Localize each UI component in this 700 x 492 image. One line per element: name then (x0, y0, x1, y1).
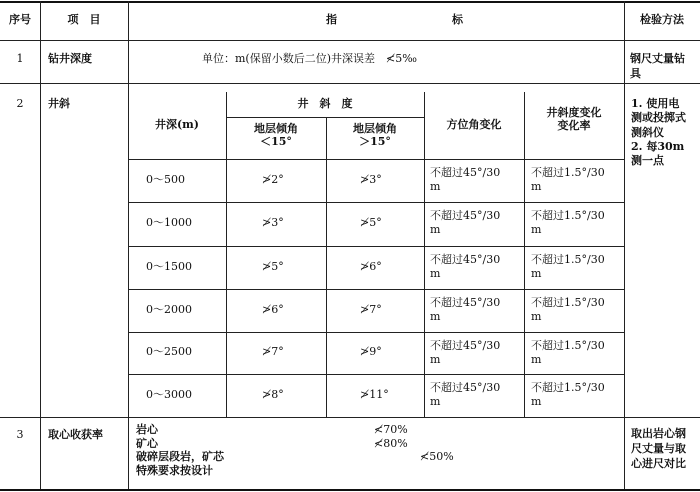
row1-method-line: 钢尺丈量钻 (630, 52, 685, 65)
header-index-left: 指 (326, 13, 337, 26)
row2-seq: 2 (16, 97, 24, 110)
rate-col-rule (524, 92, 525, 417)
item-col-rule (128, 1, 129, 489)
rate-change-line: 不超过1.5°/30 (531, 339, 605, 352)
row2-method-line: 1. 使用电 (631, 97, 680, 110)
ore-recovery-label: 矿心 (136, 436, 158, 450)
depth-range-cell: 0～500 (146, 172, 185, 186)
azimuth-change-line: m (430, 310, 441, 323)
row2-bottom-rule (0, 417, 700, 418)
incl-gt15-cell: ≯3° (360, 172, 382, 186)
rate-header-line: 井斜度变化 (546, 106, 602, 119)
broken-zone-label: 破碎层段岩，矿芯 (136, 450, 224, 463)
azimuth-change-cell (430, 166, 500, 194)
rate-change-line: m (531, 353, 542, 366)
col-lt-header (226, 122, 326, 148)
rate-change-line: m (531, 267, 542, 280)
row2-item: 井斜 (48, 97, 70, 110)
subtable-row-rule-1 (128, 202, 624, 203)
broken-zone-line (136, 450, 616, 464)
row1-seq: 1 (16, 52, 24, 65)
header-seq: 序号 (9, 13, 31, 26)
special-label: 特殊要求按设计 (136, 463, 213, 477)
ore-recovery-line (136, 437, 616, 451)
azimuth-change-line: m (430, 353, 441, 366)
incl-gt15-cell: ≯5° (360, 216, 382, 229)
rate-change-line: m (531, 395, 542, 408)
depth-range-cell: 0～1500 (146, 259, 192, 273)
row3-method (631, 427, 699, 472)
row1-spec: 单位：m(保留小数后二位)井深误差 ≮5‰ (202, 52, 417, 65)
method-col-rule (624, 1, 625, 489)
rate-change-line: 不超过1.5°/30 (531, 253, 605, 266)
azimuth-col-rule (424, 92, 425, 417)
ore-recovery-value: ≮80% (374, 436, 408, 450)
depth-range-cell: 0～3000 (146, 387, 192, 401)
col-gt-header-line: ＞15° (359, 135, 391, 149)
rate-change-line: m (531, 310, 542, 323)
azimuth-change-line: m (430, 223, 441, 236)
rate-change-line: 不超过1.5°/30 (531, 296, 605, 309)
col-gt-header-line: 地层倾角 (353, 122, 397, 135)
subtable-row-rule-4 (128, 332, 624, 333)
col-gt-header (326, 122, 424, 148)
special-line (136, 464, 616, 478)
azimuth-change-line: m (430, 395, 441, 408)
rate-change-cell (531, 296, 605, 324)
row1-item: 钻井深度 (48, 52, 92, 65)
incl-lt15-cell: ≯6° (262, 302, 284, 316)
row1-method-line: 具 (630, 66, 641, 80)
azimuth-change-cell (430, 209, 500, 237)
row3-seq: 3 (16, 428, 24, 441)
azimuth-change-line: 不超过45°/30 (430, 253, 501, 266)
azimuth-change-cell (430, 339, 500, 367)
row3-method-line: 心进尺对比 (631, 456, 686, 470)
incl-gt15-cell: ≯7° (360, 302, 382, 316)
subtable-row-rule-3 (128, 289, 624, 290)
incl-header-rule (226, 117, 424, 118)
row2-method-line: 测斜仪 (631, 125, 664, 139)
azimuth-change-line: 不超过45°/30 (430, 209, 501, 222)
azimuth-change-cell (430, 253, 500, 281)
seq-col-rule (40, 1, 41, 489)
azimuth-change-cell (430, 296, 500, 324)
depth-header: 井深(m) (154, 118, 200, 131)
table-bottom-border (0, 489, 700, 491)
subtable-header-rule (128, 159, 624, 160)
depth-range-cell: 0～2500 (146, 345, 192, 358)
azimuth-header: 方位角变化 (446, 118, 502, 131)
azimuth-change-line: 不超过45°/30 (430, 381, 501, 394)
incl-lt15-cell: ≯2° (262, 172, 284, 186)
incl-gt15-cell: ≯9° (360, 345, 382, 358)
broken-zone-value: ≮50% (420, 450, 454, 463)
table-top-border (0, 1, 700, 3)
rate-change-cell (531, 339, 605, 367)
rate-change-cell (531, 253, 605, 281)
core-recovery-value: ≮70% (374, 423, 408, 436)
row2-method (631, 97, 699, 168)
rate-change-cell (531, 381, 605, 409)
row3-item: 取心收获率 (48, 428, 103, 441)
rate-change-line: 不超过1.5°/30 (531, 209, 605, 222)
rate-header (524, 106, 624, 132)
row1-method (630, 52, 698, 82)
depth-range-cell: 0～2000 (146, 302, 192, 316)
depth-range-cell: 0～1000 (146, 216, 192, 229)
header-item: 项 目 (67, 13, 101, 26)
row3-method-line: 尺丈量与取 (631, 441, 686, 455)
incl-header: 井 斜 度 (297, 97, 353, 110)
azimuth-change-line: m (430, 267, 441, 280)
rate-header-line: 变化率 (557, 119, 591, 133)
core-recovery-label: 岩心 (136, 423, 158, 436)
header-bottom-rule (0, 40, 700, 41)
row2-method-line: 2. 每30m (631, 139, 685, 153)
azimuth-change-line: 不超过45°/30 (430, 166, 501, 179)
header-index-right: 标 (452, 13, 463, 26)
incl-gt15-cell: ≯11° (360, 387, 389, 401)
azimuth-change-line: 不超过45°/30 (430, 339, 501, 352)
incl-lt15-cell: ≯5° (262, 259, 284, 273)
row2-method-line: 测或投掷式 (631, 111, 686, 125)
azimuth-change-cell (430, 381, 500, 409)
row1-bottom-rule (0, 83, 700, 84)
incl-lt15-cell: ≯8° (262, 387, 284, 401)
subtable-row-rule-5 (128, 374, 624, 375)
row3-specs (136, 423, 616, 477)
azimuth-change-line: m (430, 180, 441, 193)
col-lt-header-line: ＜15° (260, 135, 292, 149)
row3-method-line: 取出岩心钢 (631, 427, 686, 440)
rate-change-line: 不超过1.5°/30 (531, 166, 605, 179)
core-recovery-line (136, 423, 616, 437)
rate-change-line: 不超过1.5°/30 (531, 381, 605, 394)
incl-gt15-cell: ≯6° (360, 259, 382, 273)
col-lt-header-line: 地层倾角 (254, 122, 298, 135)
rate-change-line: m (531, 223, 542, 236)
azimuth-change-line: 不超过45°/30 (430, 296, 501, 309)
incl-mid-rule (326, 117, 327, 417)
row2-method-line: 测一点 (631, 154, 664, 168)
header-method: 检验方法 (640, 13, 684, 26)
rate-change-line: m (531, 180, 542, 193)
rate-change-cell (531, 166, 605, 194)
incl-lt15-cell: ≯3° (262, 216, 284, 229)
rate-change-cell (531, 209, 605, 237)
subtable-row-rule-2 (128, 246, 624, 247)
incl-lt15-cell: ≯7° (262, 345, 284, 358)
